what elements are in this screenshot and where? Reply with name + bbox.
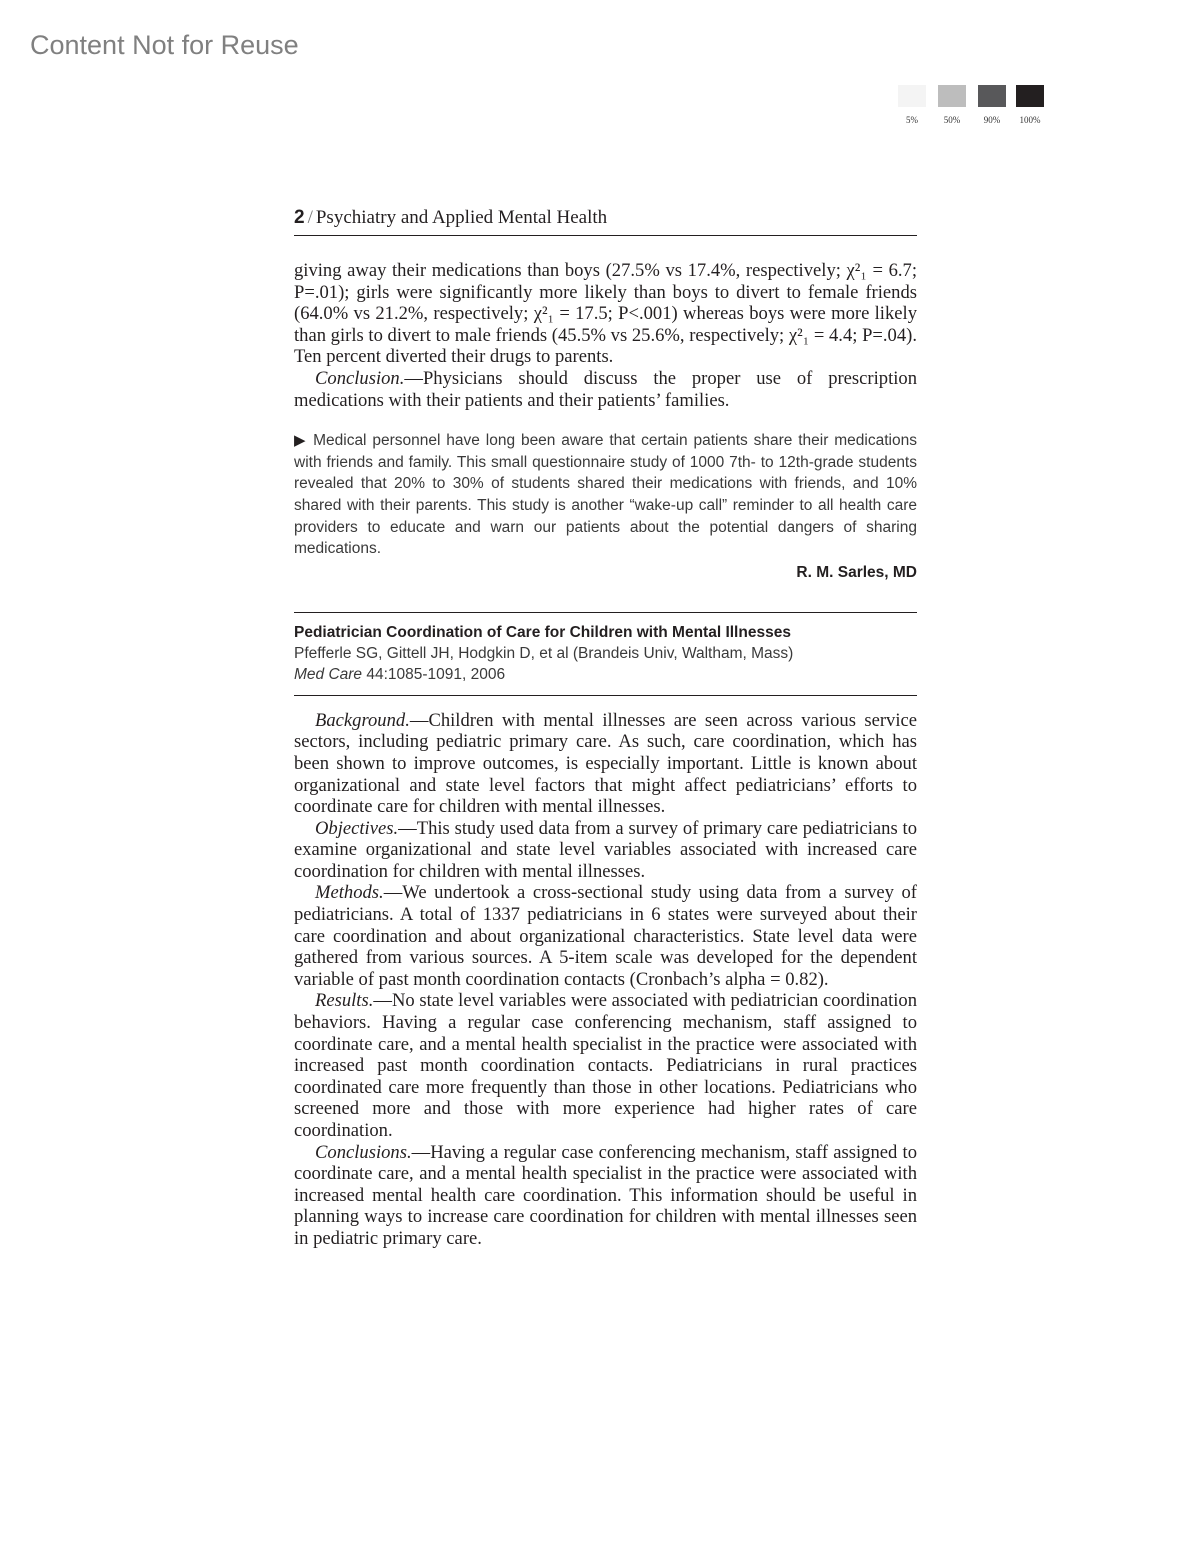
swatch-label: 50% xyxy=(943,115,961,125)
page-number: 2 xyxy=(294,207,305,228)
swatch-5 xyxy=(898,85,926,107)
page-content xyxy=(294,205,917,1250)
swatch-50 xyxy=(938,85,966,107)
commentary-author: R. M. Sarles, MD xyxy=(796,563,917,581)
article-authors: Pfefferle SG, Gittell JH, Hodgkin D, et al (Brandeis Univ, Waltham, Mass) xyxy=(294,644,794,662)
article-title: Pediatrician Coordination of Care for Children with Mental Illnesses xyxy=(294,623,791,641)
header-rule xyxy=(294,235,917,236)
section-text: —We undertook a cross-sectional study using data from a survey of pediatricians. A total of 1337 pediatricians in 6 states were surveyed about their care coordination and about organizational characteristics. State level data were gathered from various sources. A 5-item scale was developed for the dependent variable of past month coordination contacts (Cronbach’s alpha = 0.82). xyxy=(294,882,917,990)
article-abstract xyxy=(294,710,917,1250)
citation-details: 44:1085-1091, 2006 xyxy=(362,665,506,683)
section-methods xyxy=(294,882,917,990)
commentary xyxy=(294,430,917,582)
swatch-label: 5% xyxy=(906,115,918,125)
swatch-label: 100% xyxy=(1019,115,1041,125)
running-head xyxy=(294,205,917,231)
abstract-paragraph: giving away their medications than boys (27.5% vs 17.4%, respectively; χ²₁ = 6.7; P=.01); girls were significantly more likely than boys to divert to female friends (64.0% vs 21.2%, respectively; χ²₁ = 17.5; P<.001) whereas boys were more likely than girls to divert to male friends (45.5% vs 25.6%, respectively; χ²₁ = 4.4; P=.04). Ten percent diverted their drugs to parents. xyxy=(294,260,917,368)
swatch-label: 90% xyxy=(983,115,1001,125)
section-text: —Physicians should discuss the proper use of prescription medications with their patients and their patients’ families. xyxy=(294,367,917,411)
section-text: —No state level variables were associated with pediatrician coordination behaviors. Having a regular case conferencing mechanism, staff assigned to coordinate care, and a mental health specialist in the practice were associated with increased past month coordination contacts. Pediatricians in rural practices coordinated care more frequently than those in other locations. Pediatricians who screened more and those with more experience had higher rates of care coordination. xyxy=(294,990,917,1141)
section-conclusions xyxy=(294,1142,917,1250)
section-label: Background. xyxy=(315,709,410,731)
section-label: Objectives. xyxy=(315,817,399,839)
play-arrow-icon: ▶ xyxy=(294,432,308,450)
article-citation xyxy=(294,664,917,685)
abstract-conclusion xyxy=(294,368,917,411)
section-objectives xyxy=(294,818,917,883)
citation-journal: Med Care xyxy=(294,665,363,683)
section-text: —Having a regular case conferencing mechanism, staff assigned to coordinate care, and a mental health specialist in the practice were associated with increased mental health care coordination. This information should be useful in planning ways to increase care coordination for children with mental illnesses seen in pediatric primary care. xyxy=(294,1141,917,1249)
section-text: —This study used data from a survey of primary care pediatricians to examine organizational and state level variables associated with increased care coordination for children with mental illnesses. xyxy=(294,817,917,882)
watermark: Content Not for Reuse xyxy=(30,30,299,60)
continued-abstract xyxy=(294,260,917,411)
commentary-body: Medical personnel have long been aware that certain patients share their medications with friends and family. This small questionnaire study of 1000 7th- to 12th-grade students revealed that 20% to 30% of students shared their medications with friends, and 10% shared with their parents. This study is another “wake-up call” reminder to all health care providers to educate and warn our patients about the potential dangers of sharing medications. xyxy=(294,432,917,558)
section-results xyxy=(294,990,917,1141)
section-label: Results. xyxy=(315,990,374,1012)
swatch-90 xyxy=(978,85,1006,107)
section-label: Methods. xyxy=(315,882,384,904)
journal-name: Psychiatry and Applied Mental Health xyxy=(315,207,608,228)
section-background xyxy=(294,710,917,818)
section-label: Conclusions. xyxy=(315,1141,412,1163)
commentary-text xyxy=(294,430,917,560)
section-label: Conclusion. xyxy=(315,367,405,389)
article-header xyxy=(294,622,917,685)
article-bottom-rule xyxy=(294,695,917,696)
swatch-100 xyxy=(1016,85,1044,107)
section-text: —Children with mental illnesses are seen across various service sectors, including pediatric primary care. As such, care coordination, which has been shown to improve outcomes, is especially important. Little is known about organizational and state level factors that might affect pediatricians’ efforts to coordinate care for children with mental illnesses. xyxy=(294,709,917,818)
separator: / xyxy=(307,207,313,228)
article-top-rule xyxy=(294,612,917,613)
